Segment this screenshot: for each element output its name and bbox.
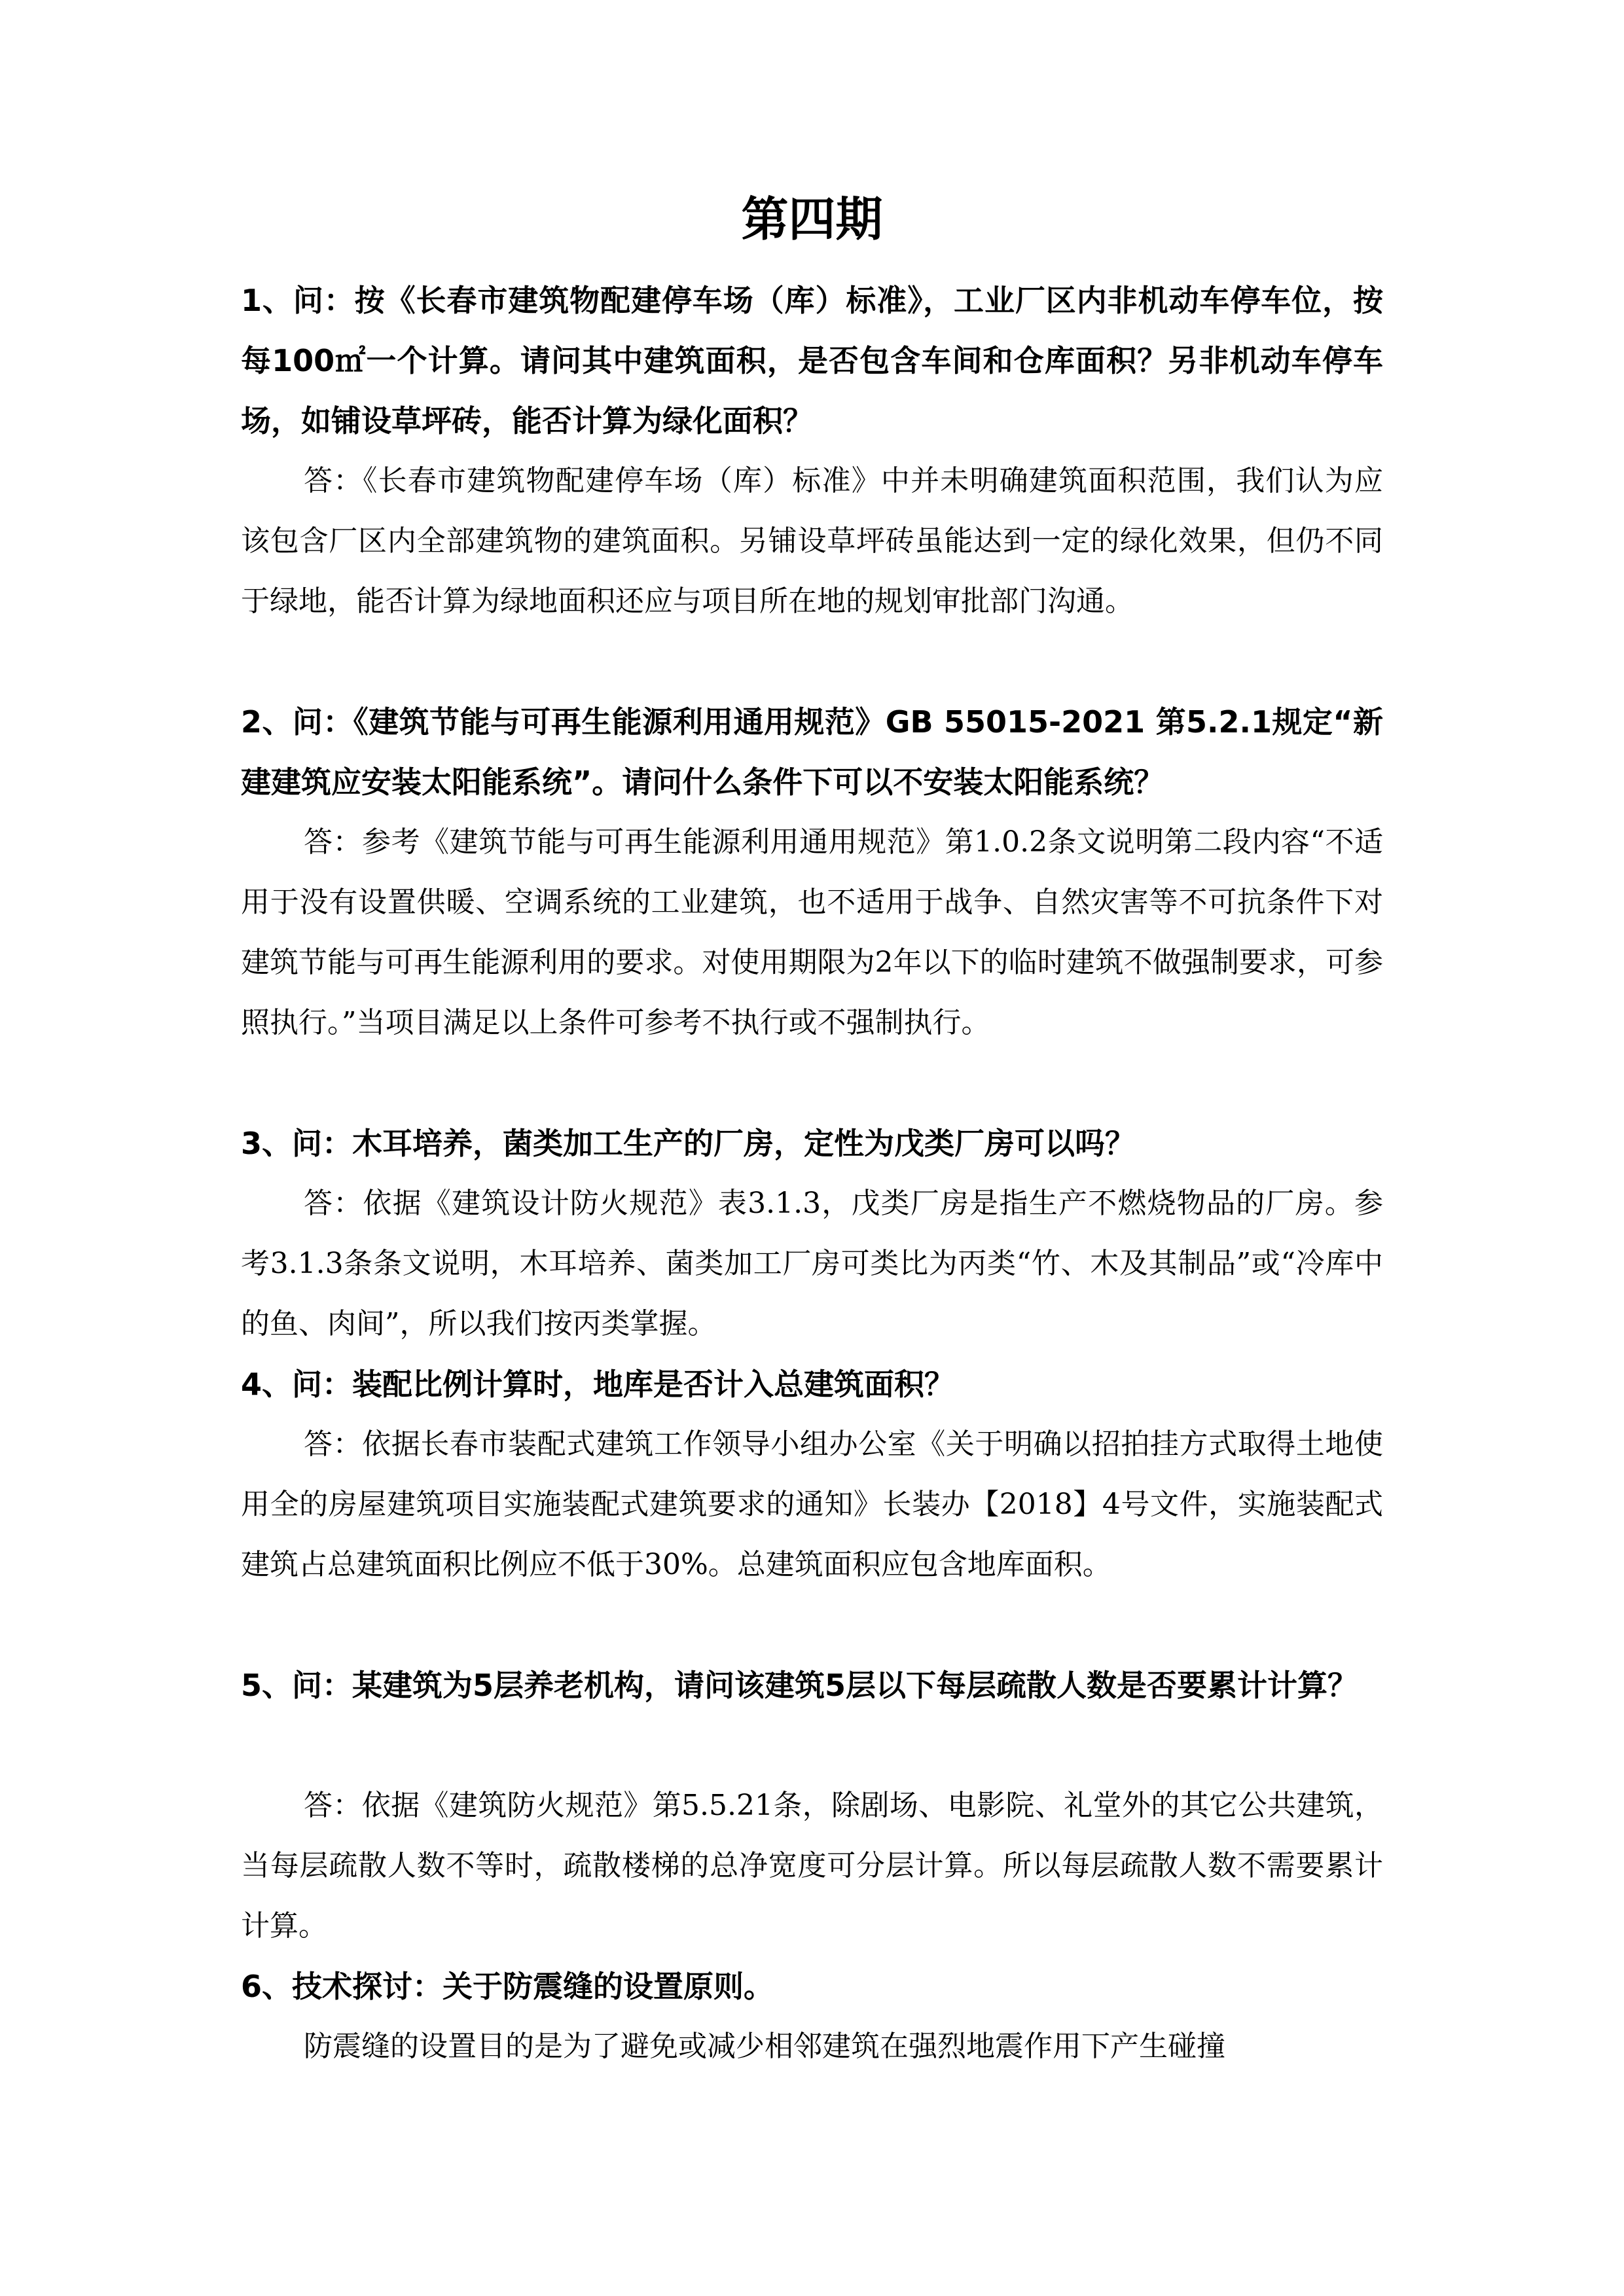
- answer-6: 防震缝的设置目的是为了避免或减少相邻建筑在强烈地震作用下产生碰撞: [304, 2030, 1225, 2063]
- question-4: 4、问：装配比例计算时，地库是否计入总建筑面积？: [241, 1367, 955, 1402]
- question-1: 1、问：按《长春市建筑物配建停车场（库）标准》，工业厂区内非机动车停车位，按每100㎡一个计算。请问其中建筑面积，是否包含车间和仓库面积？另非机动车停车场，如铺设草坪砖，能否计算为绿化面积？: [241, 283, 1383, 439]
- question-2: 2、问：《建筑节能与可再生能源利用通用规范》GB 55015-2021 第5.2.1规定“新建建筑应安装太阳能系统”。请问什么条件下可以不安装太阳能系统？: [241, 704, 1383, 800]
- answer-2: 答：参考《建筑节能与可再生能源利用通用规范》第1.0.2条文说明第二段内容“不适用于没有设置供暖、空调系统的工业建筑，也不适用于战争、自然灾害等不可抗条件下对建筑节能与可再生能源利用的要求。对使用期限为2年以下的临时建筑不做强制要求，可参照执行。”当项目满足以上条件可参考不执行或不强制执行。: [241, 825, 1383, 1039]
- answer-4: 答：依据长春市装配式建筑工作领导小组办公室《关于明确以招拍挂方式取得土地使用全的房屋建筑项目实施装配式建筑要求的通知》长装办【2018】4号文件，实施装配式建筑占总建筑面积比例应不低于30%。总建筑面积应包含地库面积。: [241, 1427, 1383, 1581]
- question-5: 5、问：某建筑为5层养老机构，请问该建筑5层以下每层疏散人数是否要累计计算？: [241, 1668, 1358, 1703]
- answer-1: 答：《长春市建筑物配建停车场（库）标准》中并未明确建筑面积范围，我们认为应该包含厂区内全部建筑物的建筑面积。另铺设草坪砖虽能达到一定的绿化效果，但仍不同于绿地，能否计算为绿地面积还应与项目所在地的规划审批部门沟通。: [241, 464, 1383, 618]
- answer-5: 答：依据《建筑防火规范》第5.5.21条，除剧场、电影院、礼堂外的其它公共建筑，当每层疏散人数不等时，疏散楼梯的总净宽度可分层计算。所以每层疏散人数不需要累计计算。: [241, 1789, 1383, 1943]
- question-3: 3、问：木耳培养，菌类加工生产的厂房，定性为戊类厂房可以吗？: [241, 1126, 1136, 1161]
- question-6: 6、技术探讨：关于防震缝的设置原则。: [241, 1969, 774, 2004]
- answer-3: 答：依据《建筑设计防火规范》表3.1.3，戊类厂房是指生产不燃烧物品的厂房。参考3.1.3条条文说明，木耳培养、菌类加工厂房可类比为丙类“竹、木及其制品”或“冷库中的鱼、肉间”，所以我们按丙类掌握。: [241, 1187, 1383, 1340]
- page-title: 第四期: [741, 192, 883, 247]
